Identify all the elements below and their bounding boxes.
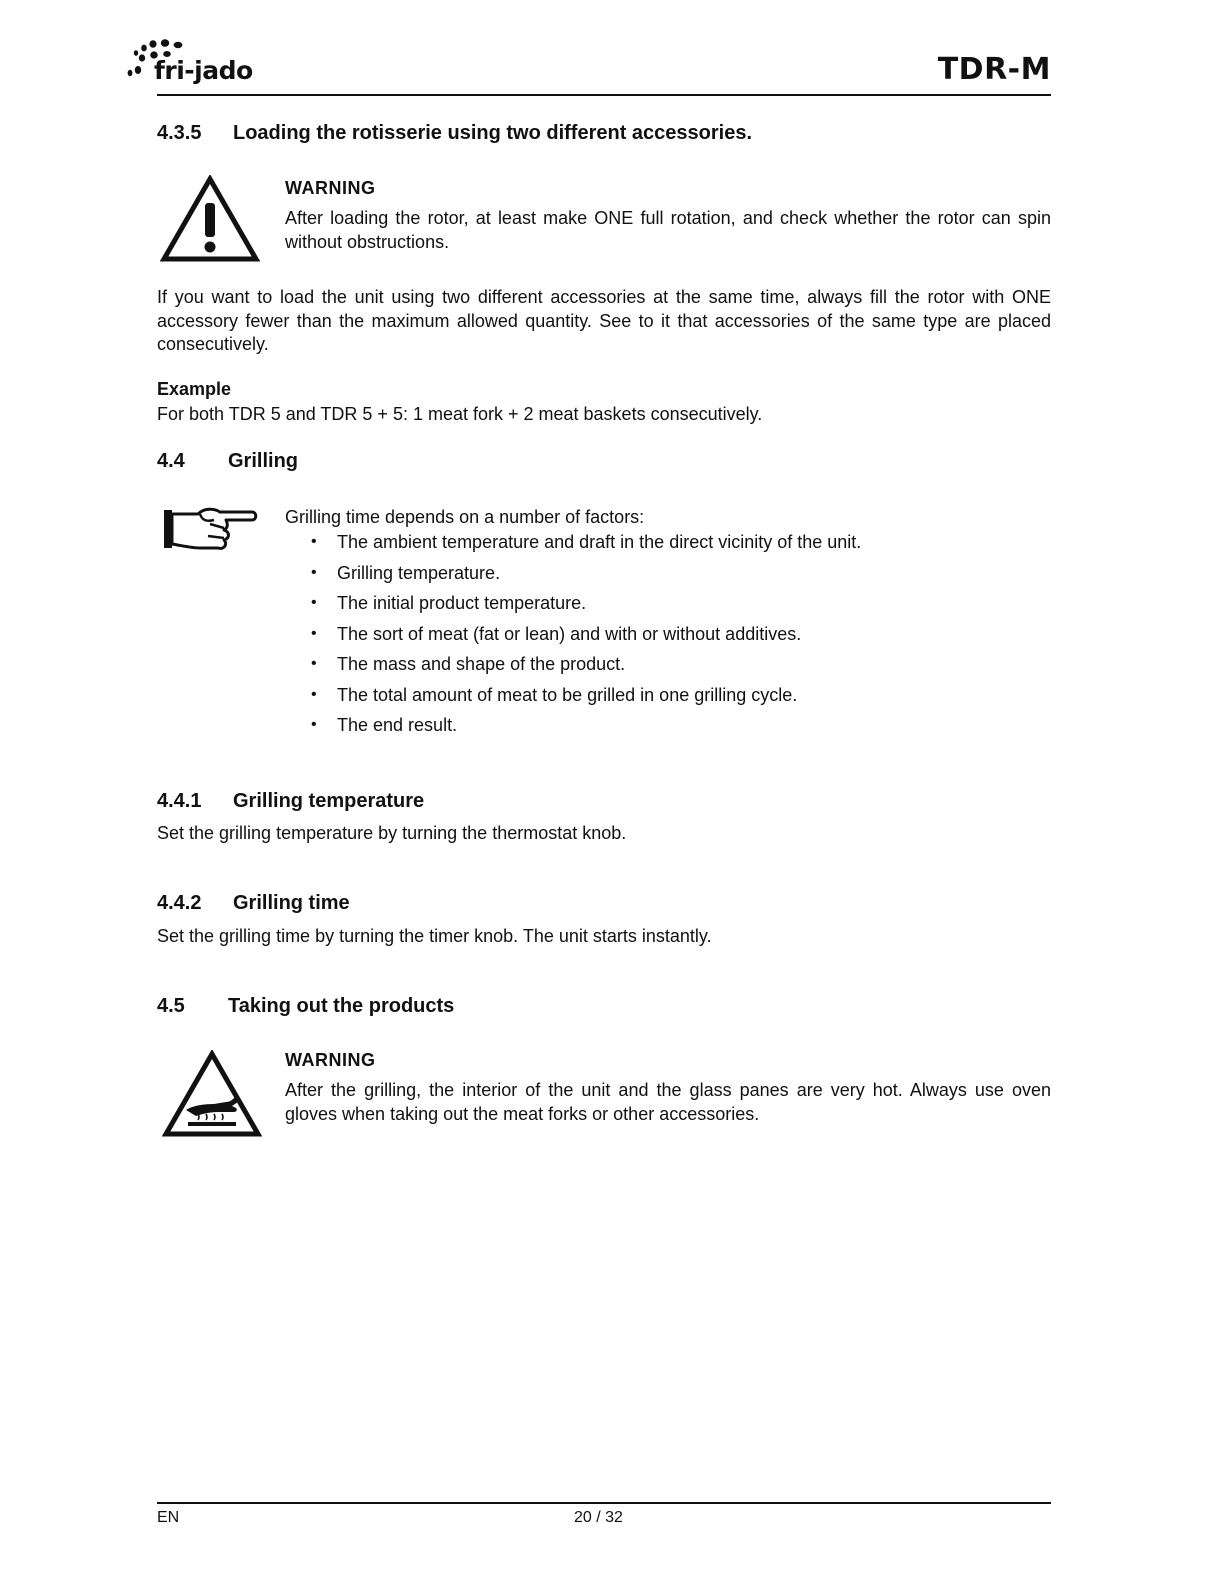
bullet-icon: • [311,655,317,672]
header-rule [157,94,1051,96]
logo-wordmark: fri-jado [154,56,253,85]
section-heading-4-4-1 [157,790,424,813]
factor-list [311,531,1051,745]
list-item: • The end result. [311,715,458,735]
pointing-hand-icon [160,504,260,559]
section-number: 4.3.5 [157,122,202,144]
warning-title: WARNING [285,178,376,198]
warning-text: After the grilling, the interior of the unit and the glass panes are very hot. Always use oven gloves when taking out the meat forks or other accessories. [285,1080,1051,1124]
warning-triangle-icon [160,175,260,270]
page-number: 20 / 32 [574,1509,623,1526]
footer-language: EN [157,1509,180,1526]
list-item: • The initial product temperature. [311,593,587,613]
section-title: Grilling temperature [233,790,425,812]
warning-title: WARNING [285,1050,376,1070]
section-title: Grilling [228,450,298,472]
bullet-icon: • [311,685,317,703]
section-number: 4.4 [157,450,185,472]
bullet-icon: • [311,563,317,581]
footer-rule [157,1502,1051,1504]
hot-surface-warning-icon [162,1050,262,1145]
list-item: • The ambient temperature and draft in the direct vicinity of the unit. [311,532,862,552]
model-name: TDR-M [937,52,1051,87]
list-item: • The mass and shape of the product. [311,654,626,674]
grilling-time-text: Set the grilling time by turning the timer knob. The unit starts instantly. [157,926,712,946]
bullet-icon: • [311,624,317,642]
bullet-icon: • [311,533,317,550]
section-heading-4-4 [157,450,298,473]
section-title: Grilling time [233,892,350,914]
section-heading-4-4-2 [157,892,350,915]
grilling-intro: Grilling time depends on a number of factors: [285,507,645,527]
bullet-icon: • [311,594,317,611]
section-number: 4.4.1 [157,790,202,812]
section-title: Taking out the products [228,995,455,1017]
example-text: For both TDR 5 and TDR 5 + 5: 1 meat fork + 2 meat baskets consecutively. [157,404,763,424]
list-item: • Grilling temperature. [311,562,501,583]
grilling-temperature-text: Set the grilling temperature by turning the thermostat knob. [157,823,627,843]
list-item: • The total amount of meat to be grilled in one grilling cycle. [311,684,798,705]
list-item: • The sort of meat (fat or lean) and with or without additives. [311,623,802,644]
section-heading-4-5 [157,995,454,1018]
section-number: 4.5 [157,995,185,1017]
section-number: 4.4.2 [157,892,202,914]
warning-text: After loading the rotor, at least make ONE full rotation, and check whether the rotor can spin without obstructions. [285,208,1051,252]
brand-logo [126,38,276,92]
example-label: Example [157,379,232,399]
section-heading-4-3-5 [157,122,752,145]
section-title: Loading the rotisserie using two different accessories. [233,122,753,144]
bullet-icon: • [311,716,317,733]
paragraph-loading: If you want to load the unit using two different accessories at the same time, always fill the rotor with ONE accessory fewer than the maximum allowed quantity. See to it that accessories of the same type are placed consecutively. [157,287,1051,354]
